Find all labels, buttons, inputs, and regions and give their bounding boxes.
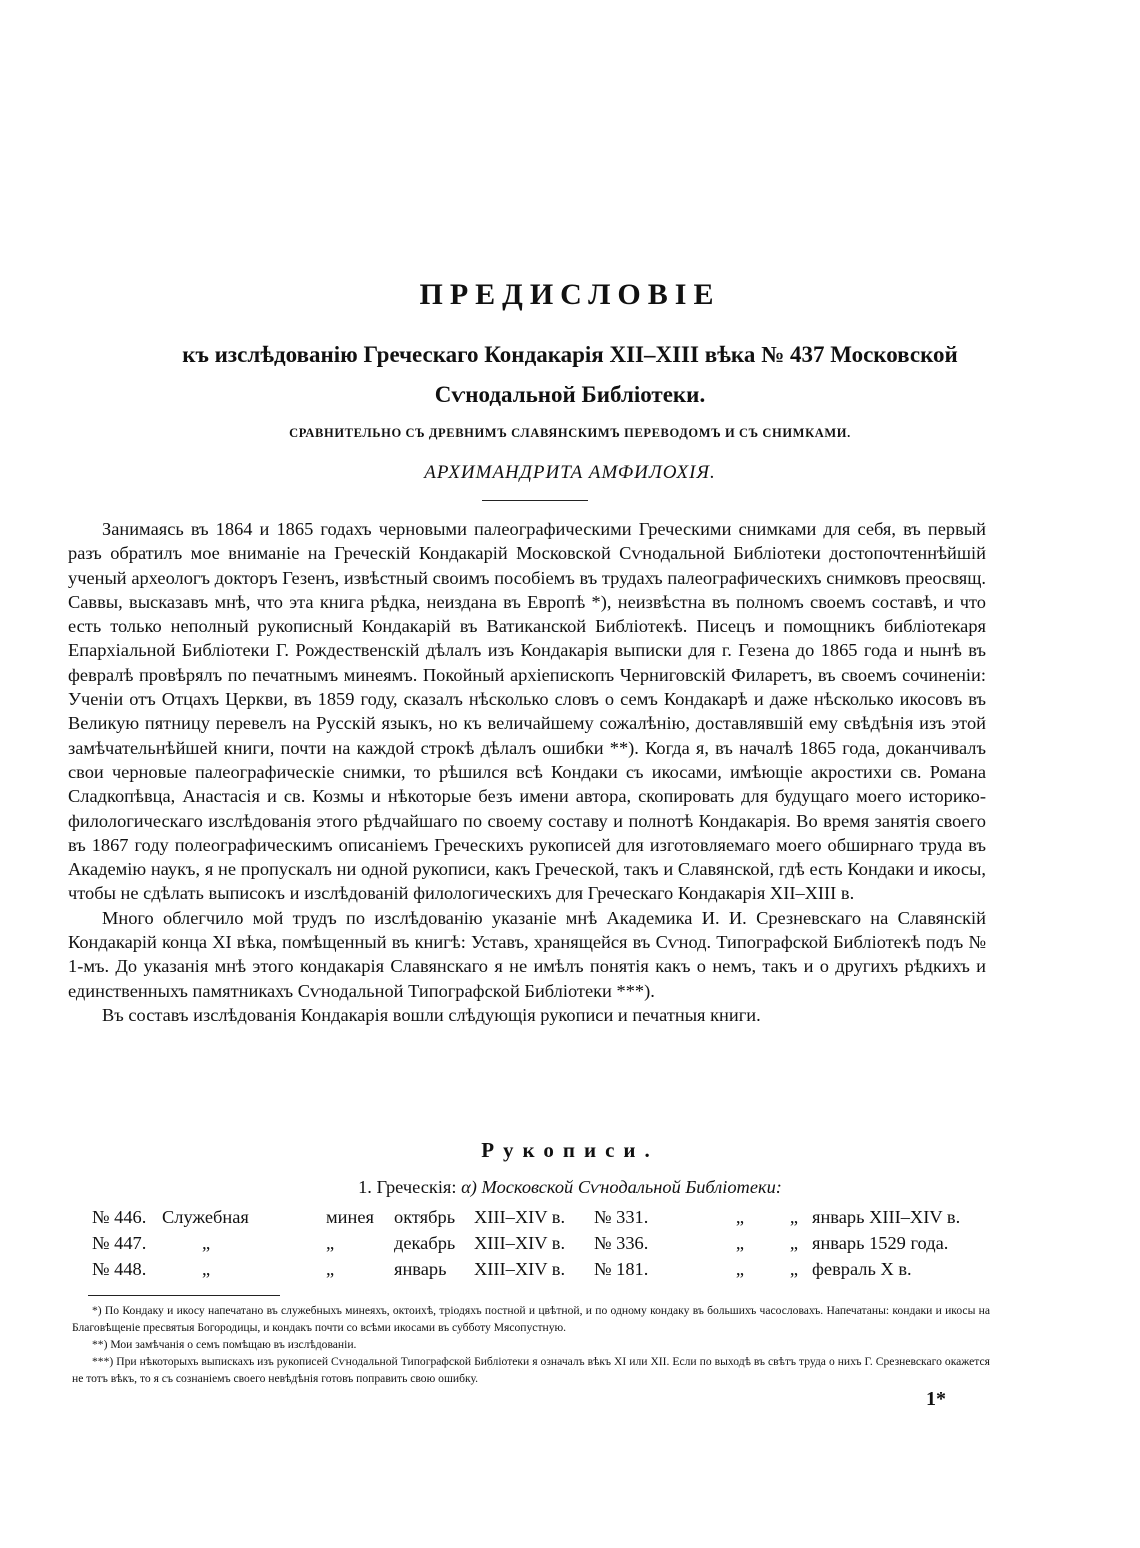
footnote-2: **) Мои замѣчанія о семъ помѣщаю въ изслѣдованіи. [92,1338,357,1351]
ms-date-2: январь XIII–XIV в. [812,1207,961,1227]
ms-description: „ [202,1259,211,1279]
table-row [92,1233,1042,1259]
table-row [92,1207,1042,1233]
subtitle-line-2: Сѵнодальной Библіотеки. [434,382,706,407]
page-title: ПРЕДИСЛОВІЕ [419,278,721,311]
manuscripts-heading: Рукописи. [481,1138,659,1162]
ms-number: № 448. [92,1259,147,1279]
ms-number: № 446. [92,1207,147,1227]
ms-description-2: „ [326,1233,335,1253]
subtitle-line-1: къ изслѣдованію Греческаго Кондакарія XII–XIII вѣка № 437 Московской [182,342,958,367]
author-line: АРХИМАНДРИТА АМФИЛОХІЯ. [424,462,716,483]
footnote-divider [88,1295,280,1296]
ms-date-2: февраль X в. [812,1259,912,1279]
subtitle [80,335,1060,415]
ms-month: декабрь [394,1233,456,1253]
ms-ditto-1: „ [735,1233,745,1253]
paragraph-2: Много облегчило мой трудъ по изслѣдованію указаніе мнѣ Академика И. И. Срезневскаго на Славянскій Кондакарій конца XI вѣка, помѣщенный въ книгѣ: Уставъ, хранящейся въ Сѵнод. Типографской Библіотекѣ подъ № 1-мъ. До указанія мнѣ этого кондакарія Славянскаго я не имѣлъ понятія какъ о немъ, такъ и о другихъ рѣдкихъ и единственныхъ памятникахъ Сѵнодальной Типографской Библіотеки ***). [68,907,986,1001]
section-library: Московской Сѵнодальной Библіотеки: [481,1177,782,1197]
table-row [92,1259,1042,1285]
comparison-line: СРАВНИТЕЛЬНО СЪ ДРЕВНИМЪ СЛАВЯНСКИМЪ ПЕРЕВОДОМЪ И СЪ СНИМКАМИ. [289,426,851,440]
manuscripts-table [92,1207,1042,1285]
paragraph-1: Занимаясь въ 1864 и 1865 годахъ черновыми палеографическими Греческими снимками для себя, въ первый разъ обратилъ мое вниманіе на Греческій Кондакарій Московской Сѵнодальной Библіотеки достопочтеннѣйшій ученый археологъ докторъ Гезенъ, извѣстный своимъ пособіемъ въ трудахъ палеографическихъ снимковъ преосвящ. Саввы, высказавъ мнѣ, что эта книга рѣдка, неиздана въ Европѣ *), неизвѣстна въ полномъ своемъ составѣ, и что есть только неполный рукописный Кондакарій въ Ватиканской Библіотекѣ. Писецъ и помощникъ библіотекаря Епархіальной Библіотеки Г. Рождественскій дѣлалъ изъ Кондакарія выписки для г. Гезена до 1865 года и нынѣ въ февралѣ провѣрялъ по печатнымъ минеямъ. Покойный архіепископъ Черниговскій Филаретъ, въ своемъ сочиненіи: Ученіи отъ Отцахъ Церкви, въ 1859 году, сказалъ нѣсколько словъ о семъ Кондакарѣ и даже нѣсколько икосовъ въ Великую пятницу перевелъ на Русскій языкъ, но къ величайшему сожалѣнію, доставлявшій ему свѣдѣнія изъ этой замѣчательнѣйшей книги, почти на каждой строкѣ дѣлалъ ошибки **). Когда я, въ началѣ 1865 года, доканчивалъ свои черновые палеографическіе снимки, то рѣшился всѣ Кондаки съ икосами, имѣющіе акростихи св. Романа Сладкопѣвца, Анастасія и св. Козмы и нѣкоторые безъ имени автора, скопировать для будущаго моего историко-филологическаго изслѣдованія этого рѣдчайшаго по своему составу и полнотѣ Кондакарія. Во время занятія своего въ 1867 году полеографическимъ описаніемъ Греческихъ рукописей для изготовляемаго моего обширнаго труда въ Академію наукъ, я не пропускалъ ни одной рукописи, какъ Греческой, такъ и Славянской, гдѣ есть Кондаки и икосы, чтобы не сдѣлать выписокъ и изслѣдованій филологическихъ для Греческаго Кондакарія XII–XIII в. [68,519,986,904]
ms-month: октябрь [394,1207,456,1227]
ms-century: XIII–XIV в. [474,1259,566,1279]
ms-description-2: минея [326,1207,374,1227]
ms-ditto-2: „ [789,1259,799,1279]
ms-number-2: № 331. [594,1207,649,1227]
ms-description: Служебная [162,1207,249,1227]
title-divider [482,500,588,501]
ms-ditto-2: „ [789,1233,799,1253]
section-letter: α) [461,1177,477,1197]
body-text [68,517,986,1027]
ms-description: „ [202,1233,211,1253]
ms-century: XIII–XIV в. [474,1207,566,1227]
section-greek [0,1177,1140,1198]
ms-month: январь [394,1259,447,1279]
ms-description-2: „ [326,1259,335,1279]
ms-number-2: № 181. [594,1259,649,1279]
paragraph-3: Въ составъ изслѣдованія Кондакарія вошли слѣдующія рукописи и печатныя книги. [102,1004,761,1025]
signature-mark: 1* [926,1388,946,1410]
ms-ditto-1: „ [735,1207,745,1227]
footnotes [72,1302,990,1387]
ms-century: XIII–XIV в. [474,1233,566,1253]
footnote-3: ***) При нѣкоторыхъ выпискахъ изъ рукописей Сѵнодальной Типографской Библіотеки я означалъ вѣкъ XI или XII. Если по выходѣ въ свѣтъ труда о нихъ Г. Срезневскаго окажется не тотъ вѣкъ, то я съ сознаніемъ своего невѣдѣнія готовъ поправить свою ошибку. [72,1355,990,1385]
ms-number-2: № 336. [594,1233,649,1253]
section-prefix: 1. Греческія: [358,1177,457,1197]
footnote-1: *) По Кондаку и икосу напечатано въ служебныхъ минеяхъ, октоихѣ, тріодяхъ постной и цвѣтной, и по одному кондаку въ большихъ часословахъ. Напечатаны: кондаки и икосы на Благовѣщеніе пресвятыя Богородицы, и кондакъ почти со всѣми икосами въ субботу Мясопустную. [72,1304,990,1334]
ms-date-2: январь 1529 года. [812,1233,949,1253]
ms-ditto-1: „ [735,1259,745,1279]
ms-number: № 447. [92,1233,147,1253]
ms-ditto-2: „ [789,1207,799,1227]
